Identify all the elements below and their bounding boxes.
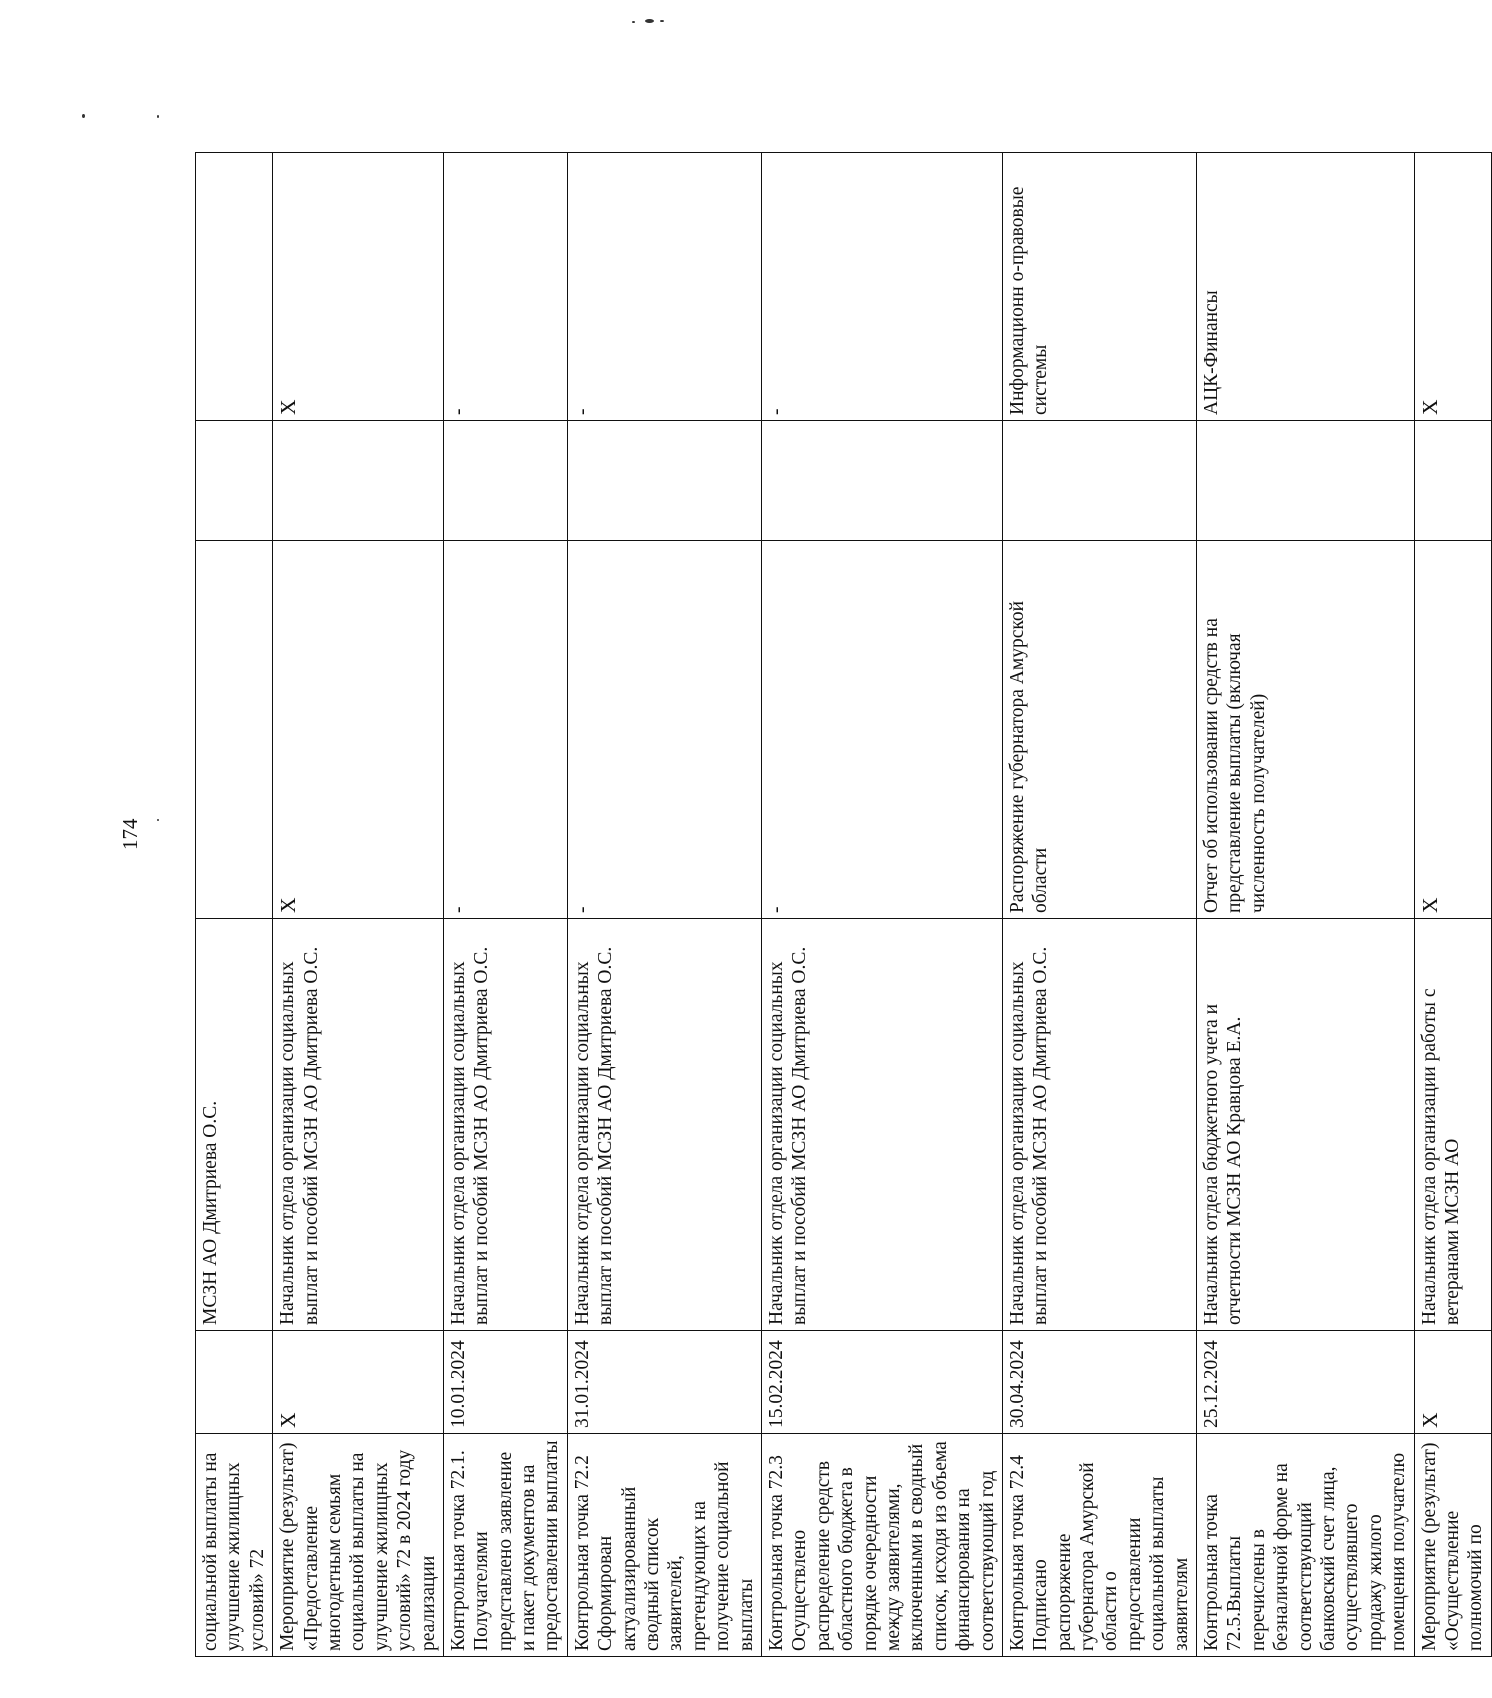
scan-speck — [157, 115, 159, 118]
table-cell — [1002, 421, 1196, 541]
table-cell: Начальник отдела организации социальных выплат и пособий МСЗН АО Дмитриева О.С. — [1002, 919, 1196, 1331]
table-cell: Мероприятие (результат) «Предоставление многодетным семьям социальной выплаты на улучшение жилищных условий» 72 в 2024 году реализации — [273, 1434, 444, 1657]
scan-speck — [632, 21, 635, 23]
page-number: 174 — [118, 818, 142, 850]
scan-speck — [157, 819, 159, 821]
scan-speck — [645, 19, 654, 23]
table-cell: - — [761, 541, 1002, 919]
table-row — [1197, 153, 1415, 1657]
table-cell: АЦК-Финансы — [1197, 153, 1415, 421]
table-cell: Начальник отдела организации социальных выплат и пособий МСЗН АО Дмитриева О.С. — [273, 919, 444, 1331]
table-cell: - — [761, 153, 1002, 421]
table-cell: 31.01.2024 — [567, 1331, 761, 1434]
table-cell — [443, 421, 567, 541]
scan-speck — [82, 114, 85, 118]
table-cell: - — [443, 541, 567, 919]
table-cell — [196, 541, 273, 919]
table-row — [761, 153, 1002, 1657]
table-cell: Начальник отдела организации работы с ветеранами МСЗН АО — [1414, 919, 1491, 1331]
table-cell: Контрольная точка 72.3 Осуществлено распределение средств областного бюджета в порядке очередности между заявителями, включенными в сводный список, исходя из объема финансирования на соответствующий год — [761, 1434, 1002, 1657]
table-cell — [273, 421, 444, 541]
table-cell: Х — [273, 153, 444, 421]
table-row — [567, 153, 761, 1657]
scan-speck — [660, 20, 664, 22]
table-cell: Отчет об использовании средств на представление выплаты (включая численность получателей) — [1197, 541, 1415, 919]
table-cell: социальной выплаты на улучшение жилищных условий» 72 — [196, 1434, 273, 1657]
table-cell — [196, 1331, 273, 1434]
table-cell: - — [443, 153, 567, 421]
table-cell: Контрольная точка 72.2 Сформирован актуализированный сводный список заявителей, претендующих на получение социальной выплаты — [567, 1434, 761, 1657]
table-cell: Начальник отдела бюджетного учета и отчетности МСЗН АО Кравцова Е.А. — [1197, 919, 1415, 1331]
table-cell: Контрольная точка 72.5.Выплаты перечислены в безналичной форме на соответствующий банковский счет лица, осуществлявшего продажу жилого помещения получателю — [1197, 1434, 1415, 1657]
table-cell: - — [567, 153, 761, 421]
table-cell: МСЗН АО Дмитриева О.С. — [196, 919, 273, 1331]
table-cell — [196, 421, 273, 541]
table-cell: Начальник отдела организации социальных выплат и пособий МСЗН АО Дмитриева О.С. — [761, 919, 1002, 1331]
table-cell: Х — [1414, 153, 1491, 421]
table-cell: Х — [273, 541, 444, 919]
table-cell: Х — [273, 1331, 444, 1434]
table-cell: Х — [1414, 1331, 1491, 1434]
table-cell: - — [567, 541, 761, 919]
table-cell: Х — [1414, 541, 1491, 919]
table-cell: Контрольная точка 72.4 Подписано распоряжение губернатора Амурской области о предоставлении социальной выплаты заявителям — [1002, 1434, 1196, 1657]
table-cell — [1414, 421, 1491, 541]
rotated-page-content — [195, 153, 1487, 1657]
table-cell: Информационн о-правовые системы — [1002, 153, 1196, 421]
table-cell — [567, 421, 761, 541]
table-cell: 30.04.2024 — [1002, 1331, 1196, 1434]
table-row — [273, 153, 444, 1657]
table-cell: Мероприятие (результат) «Осуществление полномочий по — [1414, 1434, 1491, 1657]
table-row — [1414, 153, 1491, 1657]
table-cell: 10.01.2024 — [443, 1331, 567, 1434]
table-row — [1002, 153, 1196, 1657]
table-row — [196, 153, 273, 1657]
table-cell: 25.12.2024 — [1197, 1331, 1415, 1434]
table-cell: Начальник отдела организации социальных выплат и пособий МСЗН АО Дмитриева О.С. — [443, 919, 567, 1331]
table-row — [443, 153, 567, 1657]
table-cell: Начальник отдела организации социальных выплат и пособий МСЗН АО Дмитриева О.С. — [567, 919, 761, 1331]
table-cell: Распоряжение губернатора Амурской области — [1002, 541, 1196, 919]
table-cell — [761, 421, 1002, 541]
table-cell — [196, 153, 273, 421]
event-plan-table — [195, 152, 1492, 1657]
table-cell — [1197, 421, 1415, 541]
table-cell: Контрольная точка 72.1. Получателями представлено заявление и пакет документов на предоставлении выплаты — [443, 1434, 567, 1657]
table-cell: 15.02.2024 — [761, 1331, 1002, 1434]
